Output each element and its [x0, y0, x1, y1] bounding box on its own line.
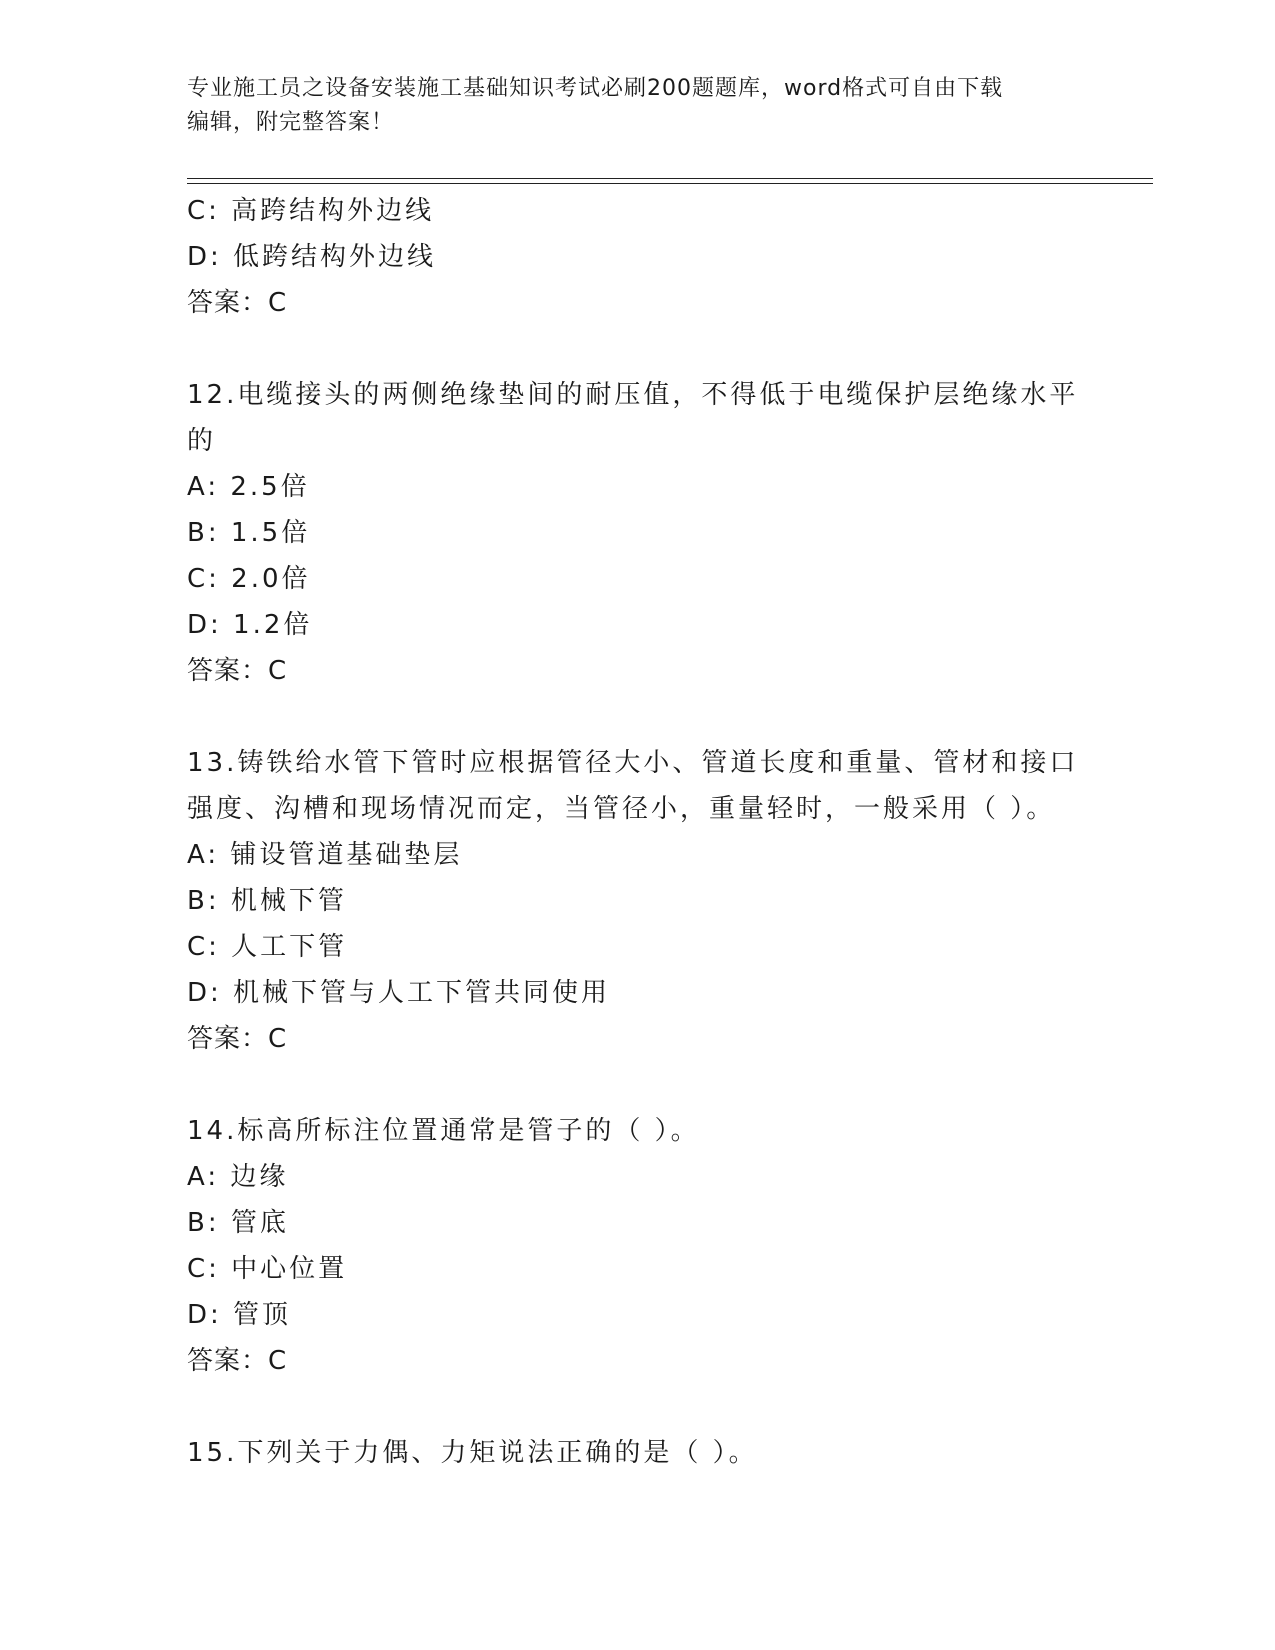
question-stem: 15.下列关于力偶、力矩说法正确的是（ ）。 — [187, 1438, 758, 1468]
option-d: D: 管顶 — [187, 1300, 292, 1330]
header-divider-bottom — [187, 183, 1153, 184]
option-a: A: 2.5倍 — [187, 472, 310, 502]
header-divider-top — [187, 178, 1153, 179]
question-15 — [187, 1430, 1087, 1476]
question-11-tail — [187, 188, 1087, 326]
spacer — [187, 694, 1087, 740]
question-stem: 14.标高所标注位置通常是管子的（ ）。 — [187, 1116, 700, 1146]
question-14 — [187, 1108, 1087, 1384]
answer-line: 答案：C — [187, 656, 288, 686]
spacer — [187, 1062, 1087, 1108]
document-header — [187, 72, 1087, 140]
spacer — [187, 326, 1087, 372]
question-stem-continued: 的 — [187, 426, 217, 456]
question-12 — [187, 372, 1087, 694]
answer-line: 答案：C — [187, 288, 288, 318]
answer-line: 答案：C — [187, 1024, 288, 1054]
question-list — [187, 188, 1087, 1476]
header-line-2: 编辑，附完整答案！ — [187, 110, 395, 135]
option-c: C: 中心位置 — [187, 1254, 348, 1284]
question-stem: 13.铸铁给水管下管时应根据管径大小、管道长度和重量、管材和接口 — [187, 748, 1079, 778]
option-b: B: 管底 — [187, 1208, 289, 1238]
question-stem-continued: 强度、沟槽和现场情况而定，当管径小，重量轻时，一般采用（ ）。 — [187, 794, 1056, 824]
option-d: D: 1.2倍 — [187, 610, 313, 640]
question-13 — [187, 740, 1087, 1062]
question-stem: 12.电缆接头的两侧绝缘垫间的耐压值，不得低于电缆保护层绝缘水平 — [187, 380, 1079, 410]
option-a: A: 边缘 — [187, 1162, 289, 1192]
option-b: B: 1.5倍 — [187, 518, 311, 548]
option-d: D: 低跨结构外边线 — [187, 242, 437, 272]
option-c: C: 2.0倍 — [187, 564, 311, 594]
option-c: C: 高跨结构外边线 — [187, 196, 435, 226]
option-d: D: 机械下管与人工下管共同使用 — [187, 978, 611, 1008]
option-a: A: 铺设管道基础垫层 — [187, 840, 463, 870]
header-line-1: 专业施工员之设备安装施工基础知识考试必刷200题题库，word格式可自由下载 — [187, 76, 1004, 101]
answer-line: 答案：C — [187, 1346, 288, 1376]
spacer — [187, 1384, 1087, 1430]
option-c: C: 人工下管 — [187, 932, 348, 962]
option-b: B: 机械下管 — [187, 886, 347, 916]
